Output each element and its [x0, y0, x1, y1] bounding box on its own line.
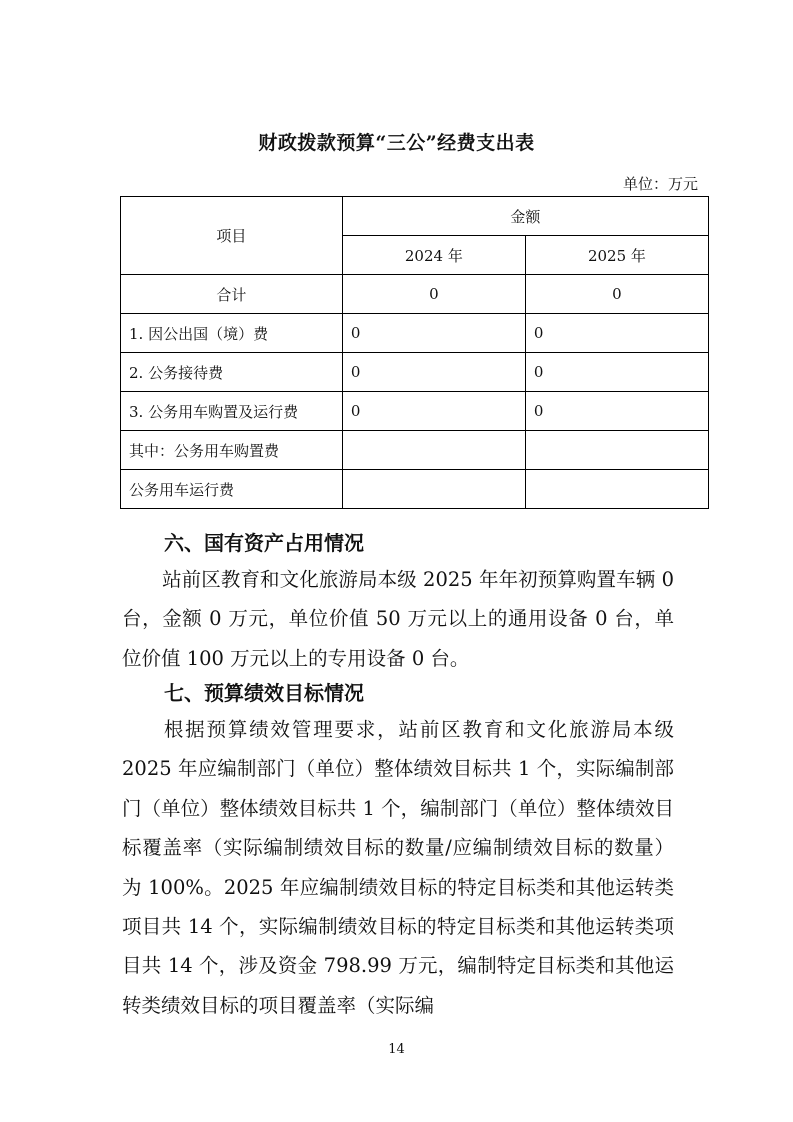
row-value-2025: 0: [525, 392, 708, 431]
row-value-2024: 0: [342, 275, 525, 314]
row-value-2024: 0: [342, 353, 525, 392]
page-number: 14: [388, 1042, 405, 1057]
section-six-heading: 六、国有资产占用情况: [164, 531, 364, 555]
row-value-2024: [342, 470, 525, 509]
section-six-text: 站前区教育和文化旅游局本级 2025 年年初预算购置车辆 0 台，金额 0 万元，单位价值 50 万元以上的通用设备 0 台，单位价值 100 万元以上的专用设备 0 台。: [122, 568, 674, 670]
row-value-2024: [342, 431, 525, 470]
table-row: [121, 470, 709, 509]
row-value-2024: 0: [342, 392, 525, 431]
row-label: 1. 因公出国（境）费: [121, 314, 343, 353]
row-value-2024: 0: [342, 314, 525, 353]
table-row: [121, 275, 709, 314]
section-seven-text: 根据预算绩效管理要求，站前区教育和文化旅游局本级 2025 年应编制部门（单位）整体绩效目标共 1 个，实际编制部门（单位）整体绩效目标共 1 个，编制部门（单位）整体绩效目标覆盖率（实际编制绩效目标的数量/应编制绩效目标的数量）为 100%。2025 年应编制绩效目标的特定目标类和其他运转类项目共 14 个，实际编制绩效目标的特定目标类和其他运转类项目共 14 个，涉及资金 798.99 万元，编制特定目标类和其他运转类绩效目标的项目覆盖率（实际编: [122, 718, 674, 1017]
row-label: 3. 公务用车购置及运行费: [121, 392, 343, 431]
row-value-2025: 0: [525, 353, 708, 392]
row-value-2025: 0: [525, 275, 708, 314]
header-item: 项目: [121, 197, 343, 275]
header-year-2025: 2025 年: [525, 236, 708, 275]
row-value-2025: [525, 431, 708, 470]
section-six-body: [122, 560, 674, 678]
row-value-2025: [525, 470, 708, 509]
table-row: [121, 353, 709, 392]
table-row: [121, 314, 709, 353]
table-row: [121, 392, 709, 431]
row-value-2025: 0: [525, 314, 708, 353]
unit-label: 单位：万元: [622, 175, 698, 193]
table-title: 财政拨款预算“三公”经费支出表: [258, 132, 535, 154]
row-label: 合计: [121, 275, 343, 314]
three-public-expenses-table: [120, 196, 709, 509]
section-seven-heading: 七、预算绩效目标情况: [164, 681, 364, 705]
section-seven-body: [122, 710, 674, 1025]
row-label: 其中：公务用车购置费: [121, 431, 343, 470]
row-label: 公务用车运行费: [121, 470, 343, 509]
row-label: 2. 公务接待费: [121, 353, 343, 392]
table-row: [121, 431, 709, 470]
header-year-2024: 2024 年: [342, 236, 525, 275]
header-amount: 金额: [342, 197, 708, 236]
